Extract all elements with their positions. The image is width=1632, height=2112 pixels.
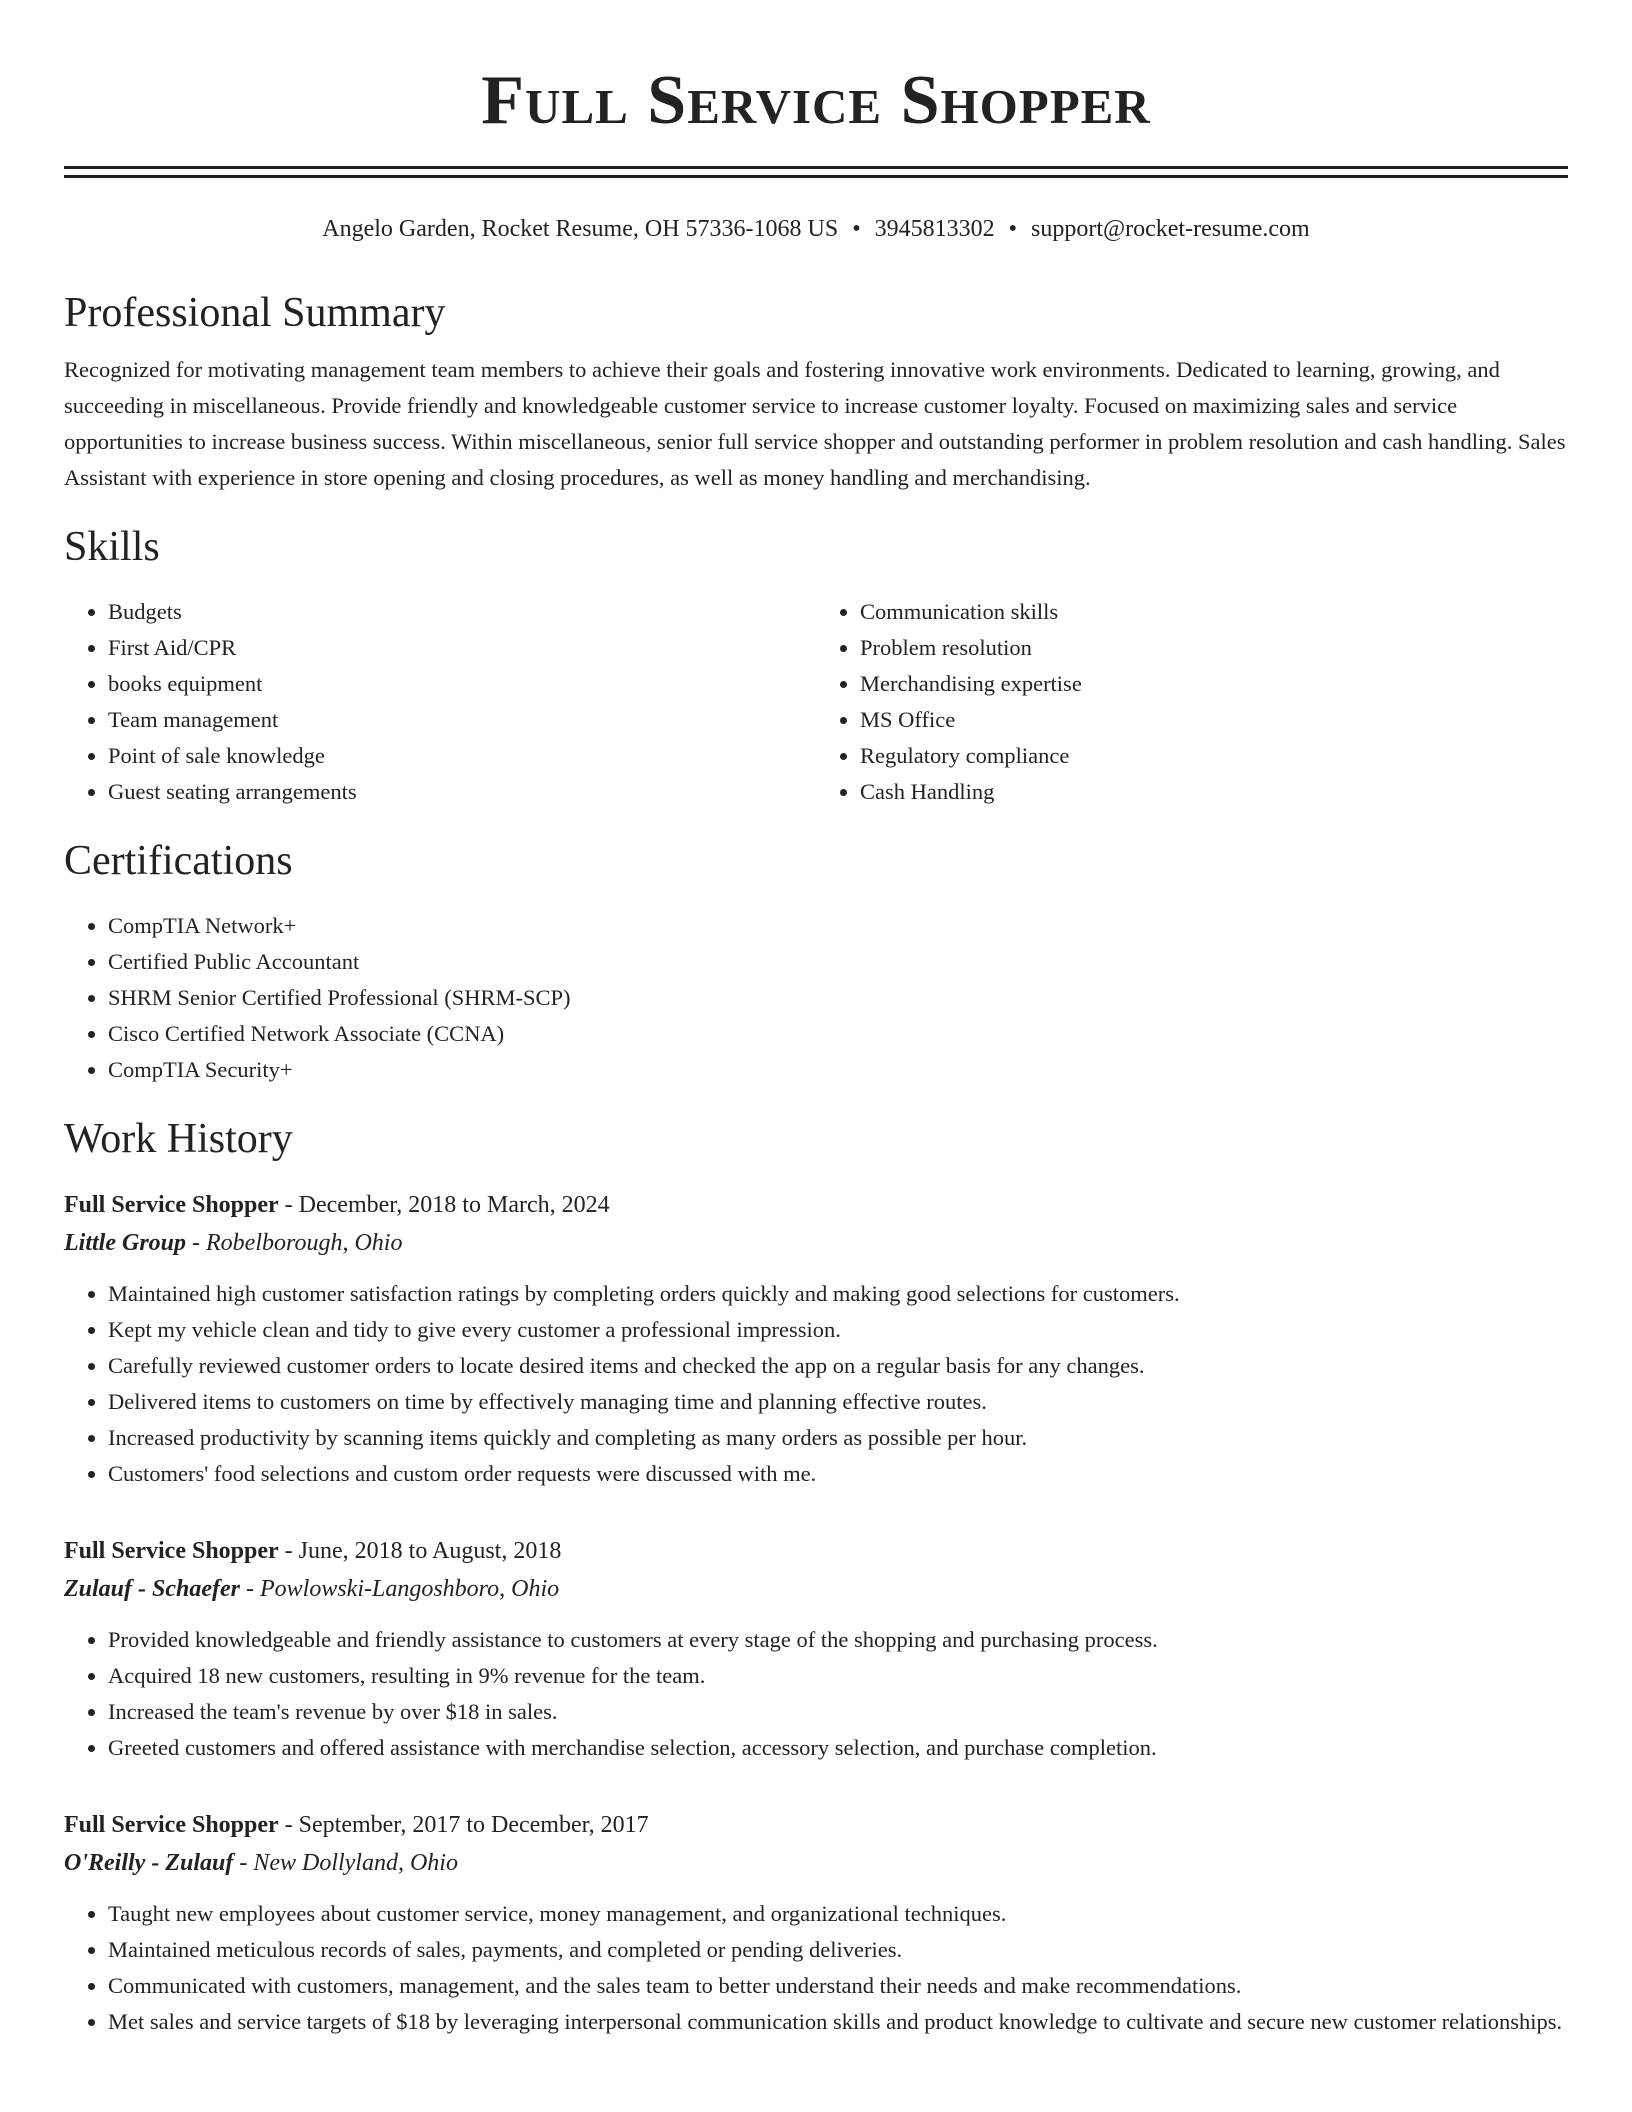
- skill-item: • Communication skills: [860, 594, 1568, 630]
- job-company-line: [64, 1224, 1568, 1262]
- skill-item: • Problem resolution: [860, 630, 1568, 666]
- job-company-line: [64, 1570, 1568, 1608]
- summary-heading: Professional Summary: [64, 290, 446, 336]
- job-bullets: [64, 1622, 1568, 1766]
- skills-list-right: [816, 594, 1568, 810]
- summary-text: Recognized for motivating management team members to achieve their goals and fostering innovative work environments. Dedicated to learning, growing, and succeeding in miscellaneous. Provide friendly and knowledgeable customer service to increase customer loyalty. Focused on maximizing sales and service opportunities to increase business success. Within miscellaneous, senior full service shopper and outstanding performer in problem resolution and cash handling. Sales Assistant with experience in store opening and closing procedures, as well as money handling and merchandising.: [64, 357, 1566, 490]
- job-entry: [64, 1806, 1568, 2040]
- job-entry: [64, 1532, 1568, 1766]
- certification-item: • Cisco Certified Network Associate (CCNA): [108, 1016, 1568, 1052]
- job-bullet: • Increased productivity by scanning items quickly and completing as many orders as possible per hour.: [108, 1420, 1568, 1456]
- job-location: - New Dollyland, Ohio: [233, 1850, 458, 1876]
- job-dates: - June, 2018 to August, 2018: [278, 1538, 562, 1564]
- job-title-line: [64, 1806, 1568, 1844]
- contact-phone: 3945813302: [874, 216, 995, 242]
- skill-item: • First Aid/CPR: [108, 630, 816, 666]
- job-dates: - December, 2018 to March, 2024: [278, 1192, 610, 1218]
- job-bullet: • Provided knowledgeable and friendly assistance to customers at every stage of the shopping and purchasing process.: [108, 1622, 1568, 1658]
- job-bullet: • Met sales and service targets of $18 by leveraging interpersonal communication skills and product knowledge to cultivate and secure new customer relationships.: [108, 2004, 1568, 2040]
- job-bullet: • Delivered items to customers on time by effectively managing time and planning effective routes.: [108, 1384, 1568, 1420]
- certification-item: • Certified Public Accountant: [108, 944, 1568, 980]
- contact-email: support@rocket-resume.com: [1031, 216, 1310, 242]
- work-history-heading: Work History: [64, 1116, 293, 1162]
- job-bullet: • Acquired 18 new customers, resulting in 9% revenue for the team.: [108, 1658, 1568, 1694]
- job-bullet: • Maintained meticulous records of sales, payments, and completed or pending deliveries.: [108, 1932, 1568, 1968]
- contact-separator: •: [1008, 216, 1018, 242]
- job-dates: - September, 2017 to December, 2017: [278, 1812, 649, 1838]
- skill-item: • Point of sale knowledge: [108, 738, 816, 774]
- job-bullet: • Greeted customers and offered assistance with merchandise selection, accessory selection, and purchase completion.: [108, 1730, 1568, 1766]
- skill-item: • Merchandising expertise: [860, 666, 1568, 702]
- skills-grid: [64, 594, 1568, 810]
- job-location: - Powlowski-Langoshboro, Ohio: [240, 1576, 560, 1602]
- job-company: Zulauf - Schaefer: [64, 1576, 240, 1602]
- job-bullet: • Carefully reviewed customer orders to locate desired items and checked the app on a regular basis for any changes.: [108, 1348, 1568, 1384]
- job-entry: [64, 1186, 1568, 1492]
- job-bullet: • Maintained high customer satisfaction ratings by completing orders quickly and making good selections for customers.: [108, 1276, 1568, 1312]
- skill-item: • Cash Handling: [860, 774, 1568, 810]
- job-bullet: • Kept my vehicle clean and tidy to give every customer a professional impression.: [108, 1312, 1568, 1348]
- skills-list-left: [64, 594, 816, 810]
- job-role: Full Service Shopper: [64, 1192, 279, 1218]
- skill-item: • Guest seating arrangements: [108, 774, 816, 810]
- certification-item: • CompTIA Security+: [108, 1052, 1568, 1088]
- job-bullets: [64, 1896, 1568, 2040]
- skill-item: • Team management: [108, 702, 816, 738]
- job-bullet: • Taught new employees about customer service, money management, and organizational techniques.: [108, 1896, 1568, 1932]
- job-bullet: • Increased the team's revenue by over $18 in sales.: [108, 1694, 1568, 1730]
- skills-heading: Skills: [64, 524, 160, 570]
- job-bullets: [64, 1276, 1568, 1492]
- job-location: - Robelborough, Ohio: [186, 1230, 403, 1256]
- resume-name: Full Service Shopper: [481, 62, 1151, 139]
- job-company: Little Group: [64, 1230, 187, 1256]
- certifications-list: [64, 908, 1568, 1088]
- skill-item: • MS Office: [860, 702, 1568, 738]
- contact-address: Angelo Garden, Rocket Resume, OH 57336-1068 US: [322, 216, 839, 242]
- job-role: Full Service Shopper: [64, 1538, 279, 1564]
- certifications-heading: Certifications: [64, 838, 293, 884]
- contact-separator: •: [852, 216, 861, 242]
- job-bullet: • Communicated with customers, management, and the sales team to better understand their needs and make recommendations.: [108, 1968, 1568, 2004]
- skill-item: • Budgets: [108, 594, 816, 630]
- job-company-line: [64, 1844, 1568, 1882]
- job-title-line: [64, 1186, 1568, 1224]
- job-company: O'Reilly - Zulauf: [64, 1850, 234, 1876]
- skill-item: • Regulatory compliance: [860, 738, 1568, 774]
- skill-item: • books equipment: [108, 666, 816, 702]
- certification-item: • CompTIA Network+: [108, 908, 1568, 944]
- contact-line: [64, 214, 1568, 244]
- certification-item: • SHRM Senior Certified Professional (SHRM-SCP): [108, 980, 1568, 1016]
- header-double-rule: [64, 166, 1568, 178]
- job-bullet: • Customers' food selections and custom order requests were discussed with me.: [108, 1456, 1568, 1492]
- job-role: Full Service Shopper: [64, 1812, 279, 1838]
- job-title-line: [64, 1532, 1568, 1570]
